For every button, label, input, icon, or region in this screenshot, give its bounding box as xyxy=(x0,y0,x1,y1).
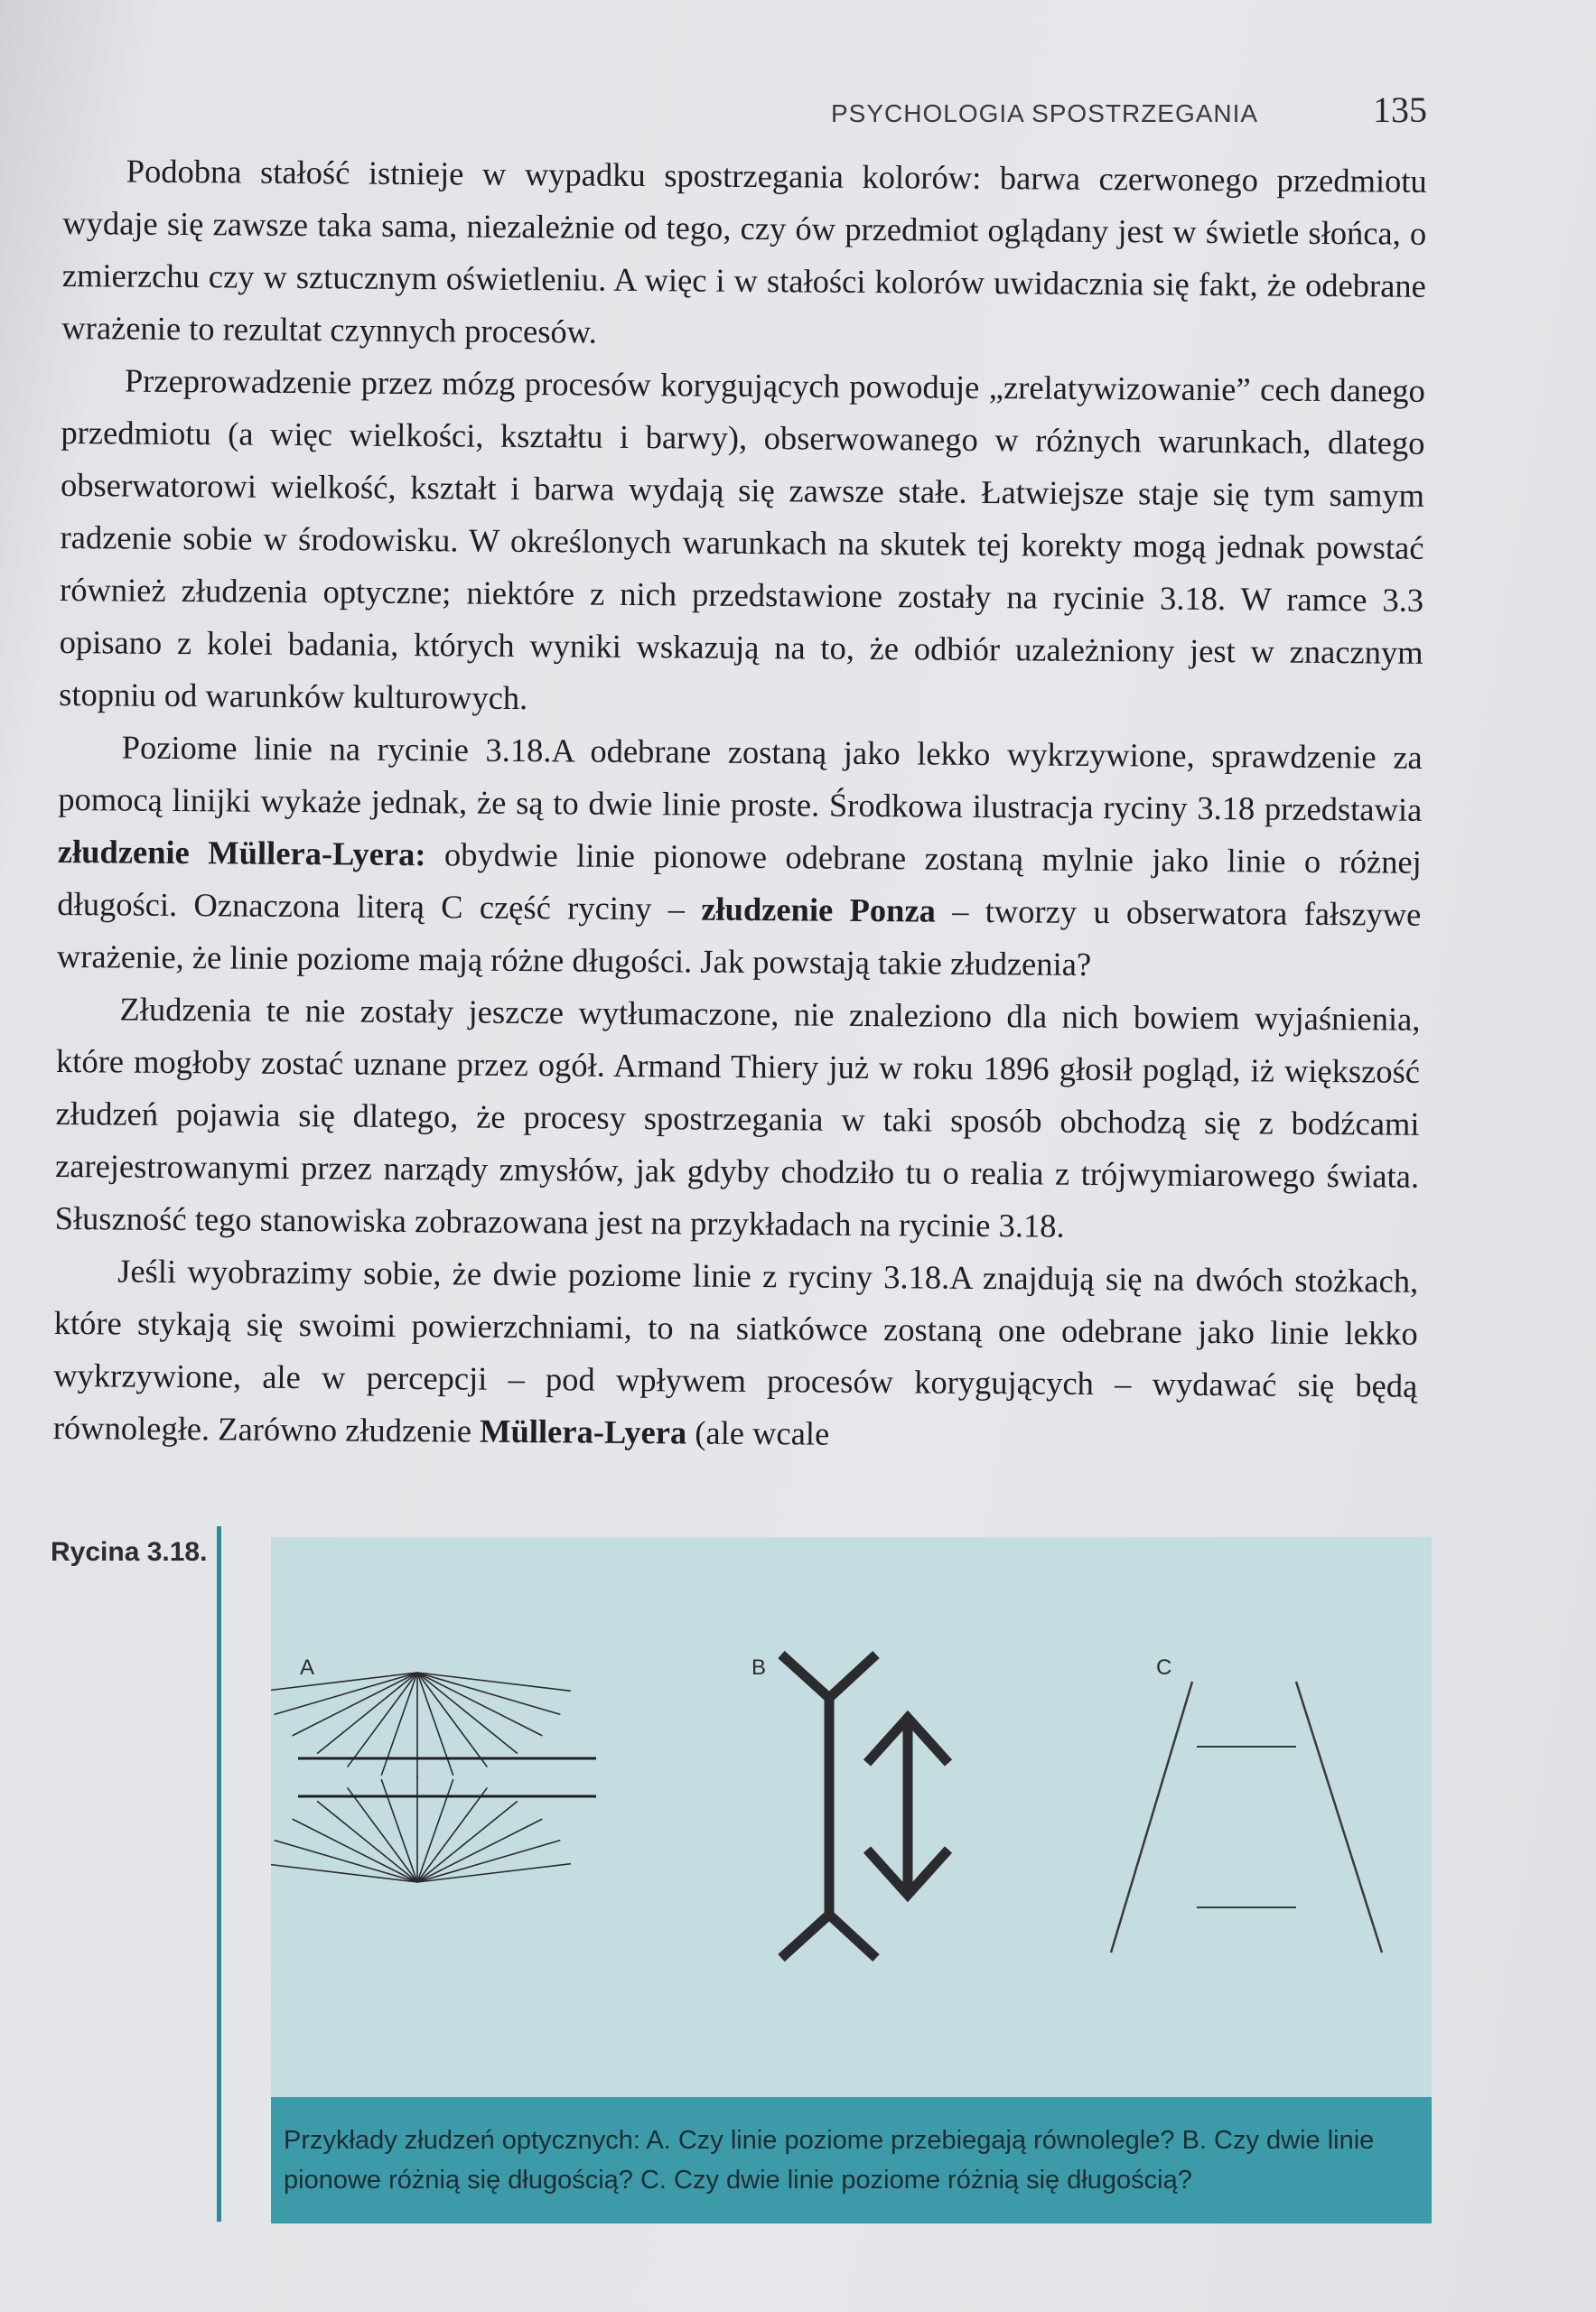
muller-lyer-left-top-fins xyxy=(781,1655,876,1698)
figure-illustrations xyxy=(271,1537,1432,2097)
illusion-a xyxy=(271,1655,596,1882)
body-text xyxy=(53,144,1427,1465)
paragraph-text: (ale wcale xyxy=(686,1413,830,1452)
bold-term: złudzenie Ponza xyxy=(701,890,937,929)
illusion-b xyxy=(751,1655,948,1958)
body-paragraph xyxy=(53,1245,1419,1465)
ray-line-lower xyxy=(417,1864,571,1882)
radiating-lines xyxy=(271,1673,571,1882)
body-paragraph xyxy=(57,721,1423,993)
running-head xyxy=(831,89,1427,131)
bold-term: złudzenie Müllera-Lyera: xyxy=(57,832,426,873)
running-head-title: PSYCHOLOGIA SPOSTRZEGANIA xyxy=(831,99,1259,127)
figure-panel xyxy=(271,1537,1432,2223)
paragraph-text: – tworzy u obserwatora fałszywe wrażenie, że linie poziome mają różne długości. Jak powstają takie złudzenia? xyxy=(56,891,1422,983)
figure-label-column xyxy=(45,1526,221,2222)
paragraph-text: obydwie linie pionowe odebrane zostaną mylnie jako linie o różnej długości. Oznaczona literą C część ryciny – xyxy=(57,835,1422,928)
ray-line-lower xyxy=(271,1864,417,1882)
illusion-c xyxy=(1111,1655,1382,1953)
body-paragraph xyxy=(59,354,1425,732)
ray-line-upper xyxy=(271,1673,417,1691)
panel-letter-c: C xyxy=(1156,1655,1172,1680)
paragraph-text: Podobna stałość istnieje w wypadku spostrzegania kolorów: barwa czerwonego przedmiotu wydaje się zawsze taka sama, niezależnie od tego, czy ów przedmiot oglądany jest w świetle słońca, o zmierzchu czy w sztucznym oświetleniu. A więc i w stałości kolorów uwidacznia się fakt, że odebrane wrażenie to rezultat czynnych procesów. xyxy=(61,152,1427,350)
ray-line-upper xyxy=(417,1673,571,1691)
muller-lyer-left-bottom-fins xyxy=(781,1915,876,1958)
body-paragraph xyxy=(54,983,1420,1255)
figure-label: Rycina 3.18. xyxy=(51,1537,208,1567)
bold-term: Müllera-Lyera xyxy=(479,1412,687,1451)
panel-letter-a: A xyxy=(300,1655,315,1680)
ponzo-left-rail xyxy=(1111,1682,1192,1953)
paragraph-text: Jeśli wyobrazimy sobie, że dwie poziome linie z ryciny 3.18.A znajdują się na dwóch stożkach, które stykają się swoimi powierzchniami, to na siatkówce zostaną one odebrane jako linie lekko wykrzywione, ale w percepcji – pod wpływem procesów korygujących – wydawać się będą równoległe. Zarówno złudzenie xyxy=(52,1252,1419,1450)
figure-caption: Przykłady złudzeń optycznych: A. Czy linie poziome przebiegają równolegle? B. Czy dwie linie pionowe różnią się długością? C. Czy dwie linie poziome różnią się długością? xyxy=(271,2097,1432,2223)
page-number: 135 xyxy=(1373,89,1427,130)
paragraph-text: Złudzenia te nie zostały jeszcze wytłumaczone, nie znaleziono dla nich bowiem wyjaśnienia, które mogłoby zostać uznane przez ogół. Armand Thiery już w roku 1896 głosił pogląd, iż większość złudzeń pojawia się dlatego, że procesy spostrzegania w taki sposób obchodzą się z bodźcami zarejestrowanymi przez narządy zmysłów, jak gdyby chodziło tu o realia z trójwymiarowego świata. Słuszność tego stanowiska zobrazowana jest na przykładach na rycinie 3.18. xyxy=(54,990,1421,1245)
ponzo-right-rail xyxy=(1296,1682,1382,1953)
paragraph-text: Poziome linie na rycinie 3.18.A odebrane zostaną jako lekko wykrzywione, sprawdzenie za pomocą linijki wykaże jednak, że są to dwie linie proste. Środkowa ilustracja ryciny 3.18 przedstawia xyxy=(58,728,1423,828)
body-paragraph xyxy=(61,144,1427,365)
paragraph-text: Przeprowadzenie przez mózg procesów korygujących powoduje „zrelatywizowanie” cech danego przedmiotu (a więc wielkości, kształtu i barwy), obserwowanego w różnych warunkach, dlatego obserwatorowi wielkość, kształt i barwa wydają się zawsze stałe. Łatwiejsze staje się tym samym radzenie sobie w środowisku. W określonych warunkach na skutek tej korekty mogą jednak powstać również złudzenia optyczne; niektóre z nich przedstawione zostały na rycinie 3.18. W ramce 3.3 opisano z kolei badania, których wyniki wskazują na to, że odbiór uzależniony jest w znacznym stopniu od warunków kulturowych. xyxy=(59,361,1426,717)
panel-letter-b: B xyxy=(751,1655,767,1680)
